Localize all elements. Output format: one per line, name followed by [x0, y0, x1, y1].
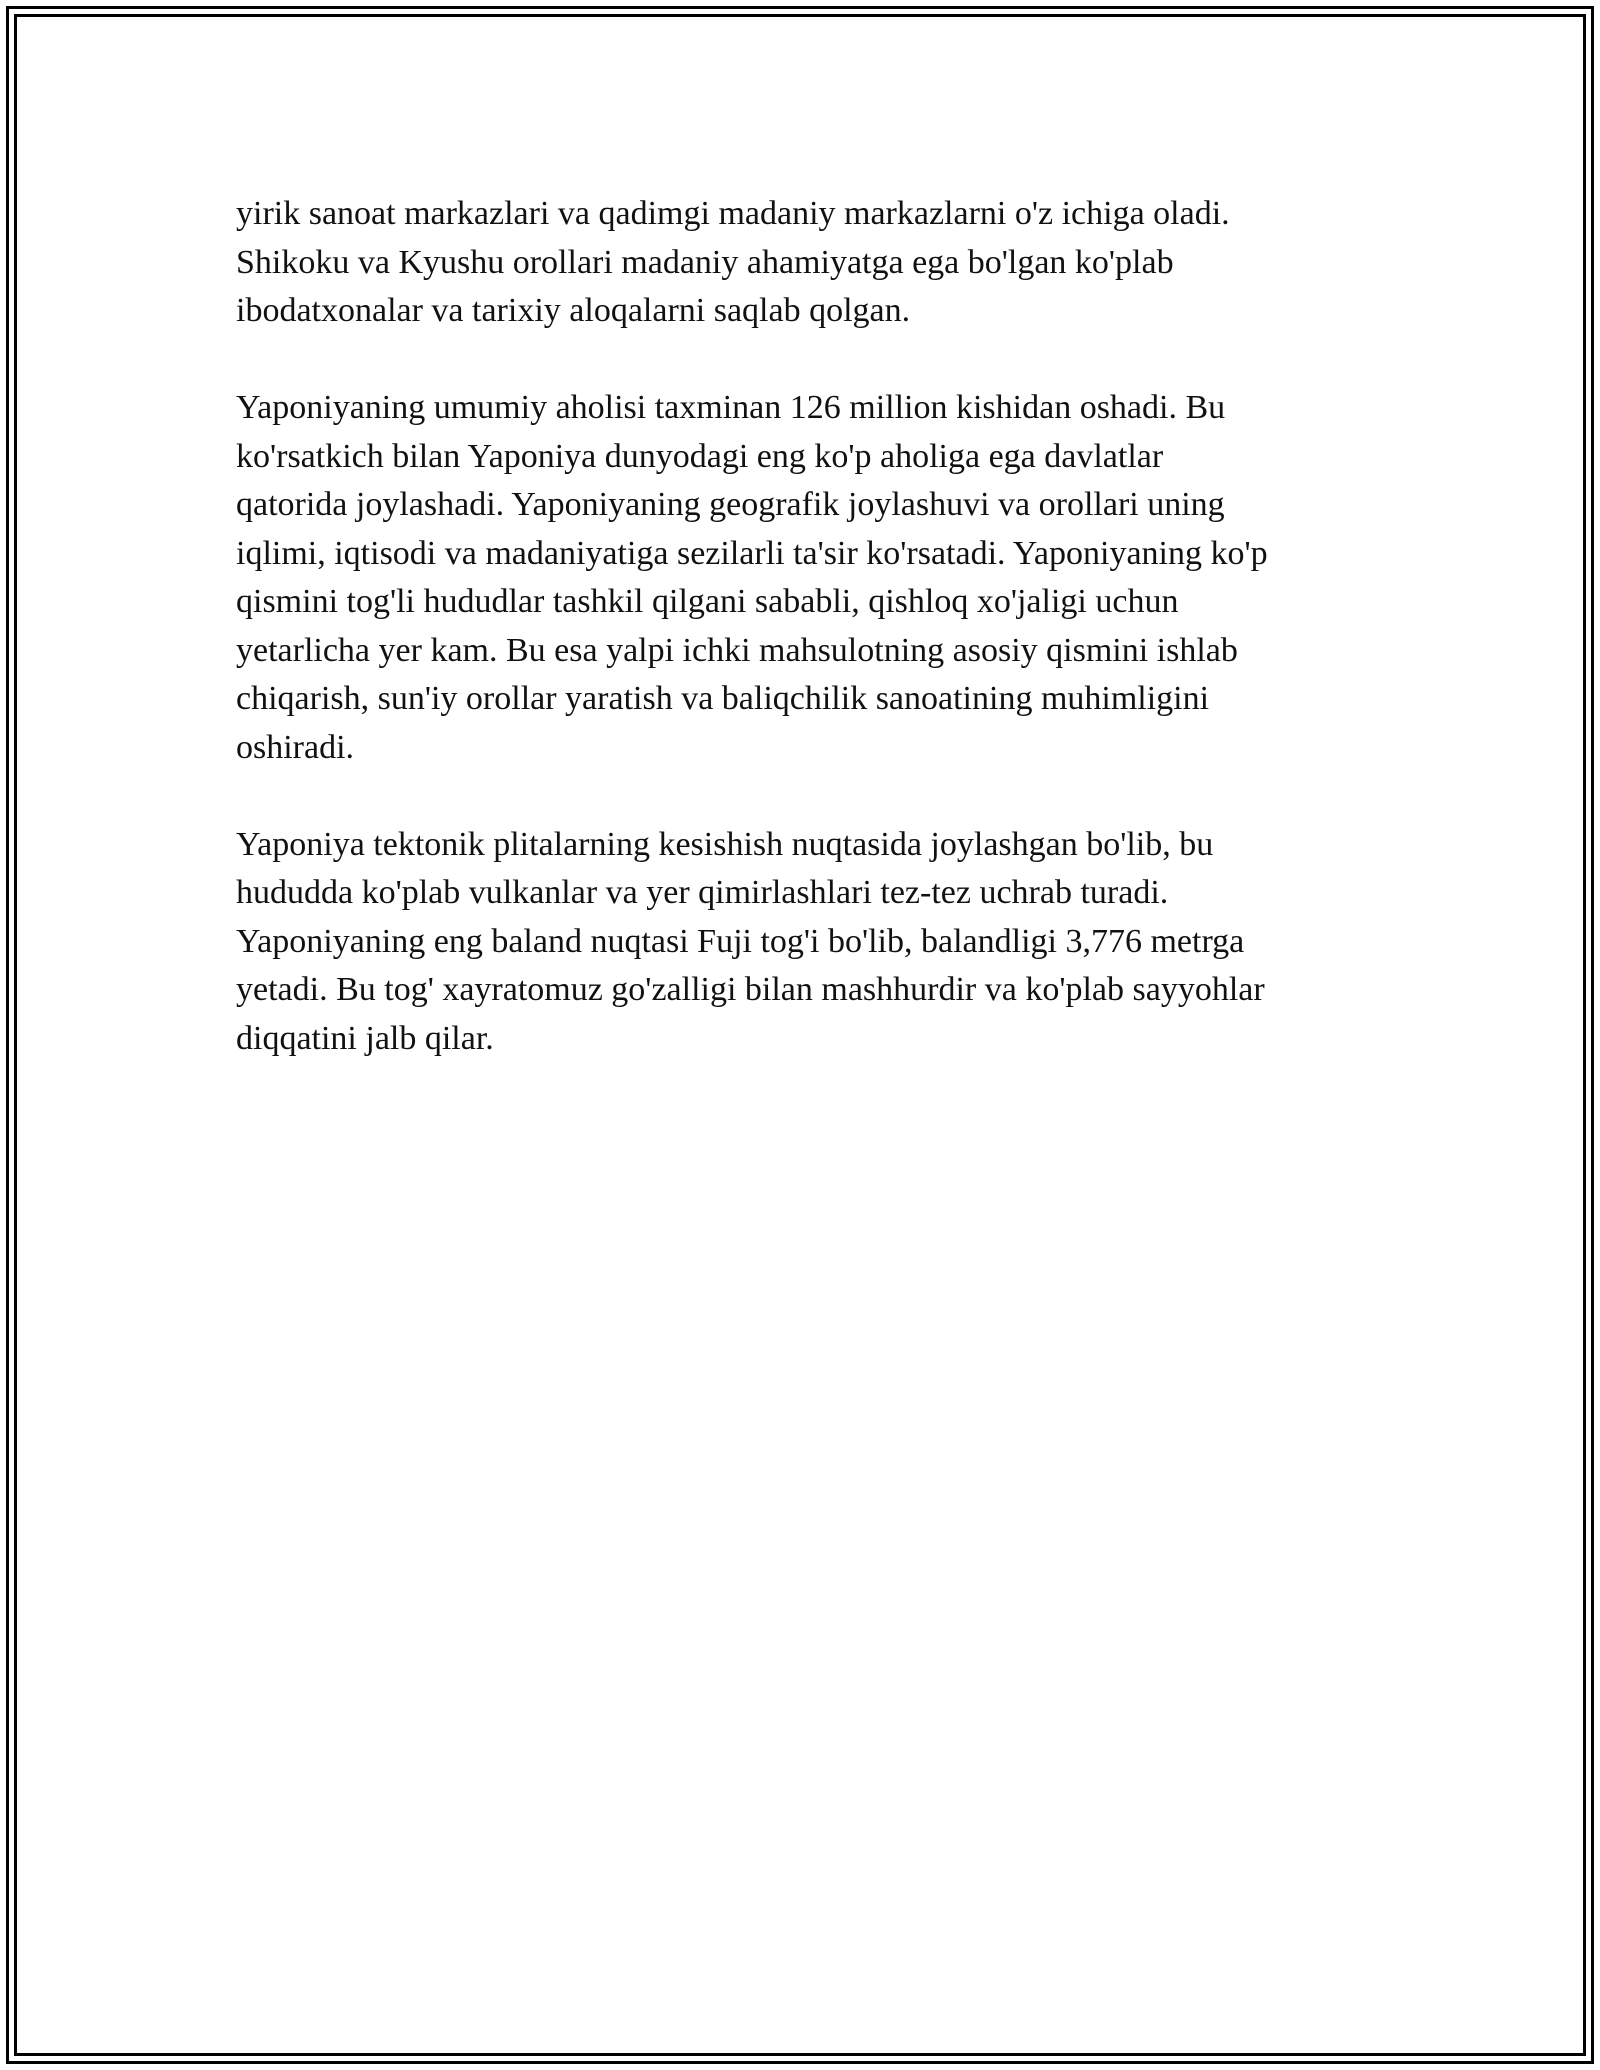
paragraph-1: yirik sanoat markazlari va qadimgi madaniy markazlarni o'z ichiga oladi. Shikoku va Kyushu orollari madaniy ahamiyatga ega bo'lgan ko'plab ibodatxonalar va tarixiy aloqalarni saqlab qolgan. [236, 195, 1230, 329]
paragraph-3: Yaponiya tektonik plitalarning kesishish nuqtasida joylashgan bo'lib, bu hududda ko'plab vulkanlar va yer qimirlashlari tez-tez uchrab turadi. Yaponiyaning eng baland nuqtasi Fuji tog'i bo'lib, balandligi 3,776 metrga yetadi. Bu tog' xayratomuz go'zalligi bilan mashhurdir va ko'plab sayyohlar diqqatini jalb qilar. [236, 825, 1265, 1057]
paragraph-2: Yaponiyaning umumiy aholisi taxminan 126 million kishidan oshadi. Bu ko'rsatkich bilan Yaponiya dunyodagi eng ko'p aholiga ega davlatlar qatorida joylashadi. Yaponiyaning geografik joylashuvi va orollari uning iqlimi, iqtisodi va madaniyatiga sezilarli ta'sir ko'rsatadi. Yaponiyaning ko'p qismini tog'li hududlar tashkil qilgani sababli, qishloq xo'jaligi uchun yetarlicha yer kam. Bu esa yalpi ichki mahsulotning asosiy qismini ishlab chiqarish, sun'iy orollar yaratish va baliqchilik sanoatining muhimligini oshiradi. [236, 389, 1268, 766]
document-body [236, 190, 1366, 1112]
